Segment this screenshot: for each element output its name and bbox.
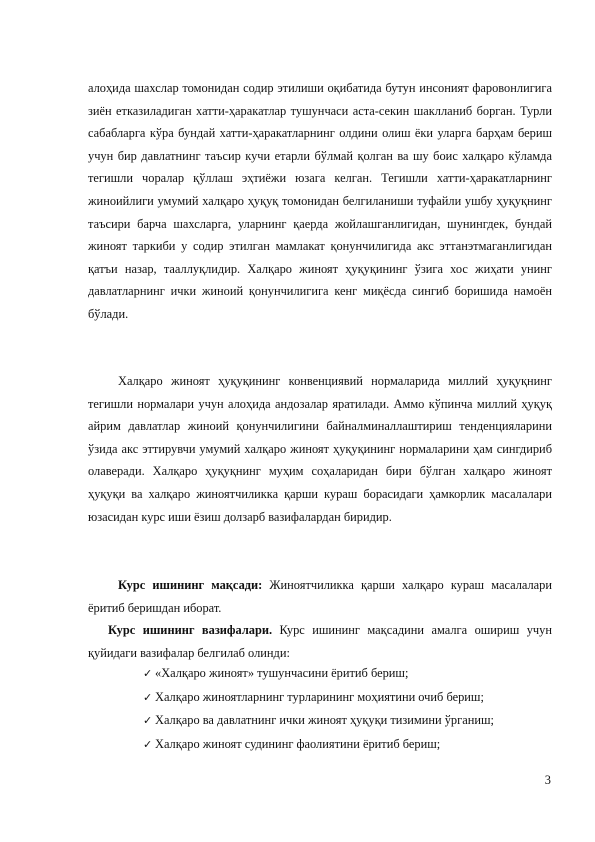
- task-list: [143, 662, 494, 756]
- paragraph-tasks: [88, 619, 552, 664]
- task-text: «Халқаро жиноят» тушунчасини ёритиб бериш;: [155, 666, 409, 680]
- paragraph-purpose: [88, 574, 552, 619]
- check-icon: ✓: [143, 738, 153, 751]
- purpose-text: Жиноятчиликка қарши халқаро кураш масалалари ёритиб беришдан иборат.: [88, 578, 553, 615]
- check-icon: ✓: [143, 715, 153, 728]
- task-text: Халқаро ва давлатнинг ички жиноят ҳуқуқи тизимини ўрганиш;: [155, 713, 494, 728]
- page-number: 3: [544, 773, 551, 787]
- paragraph-intro: алоҳида шахслар томонидан содир этилиши оқибатида бутун инсоният фаровонлигига зиён етказиладиган хатти-ҳаракатлар тушунчаси аста-секин шаклланиб борган. Турли сабабларга кўра бундай хатти-ҳаракатларнинг олдини олиш ёки уларга барҳам бериш учун бир давлатнинг таъсир кучи етарли бўлмай қолган ва шу боис халқаро кўламда тегишли чоралар қўллаш эҳтиёжи юзага келган. Тегишли хатти-ҳаракатларнинг жиноийлиги умумий халқаро ҳуқуқ томонидан белгиланиши туфайли ушбу ҳуқуқнинг таъсири барча шахсларга, уларнинг қаерда жойлашганлигидан, шунингдек, бундай жиноят таркиби у содир этилган мамлакат қонунчилигида акс эттанэтмаганлигидан қатъи назар, тааллуқлидир. Халқаро жиноят ҳуқуқининг ўзига хос жиҳати унинг давлатларнинг ички жиноий қонунчилигига кенг миқёсда сингиб боришида намоён бўлади.: [88, 81, 552, 321]
- list-item: [143, 662, 494, 686]
- list-item: [143, 733, 494, 757]
- list-item: [143, 709, 494, 733]
- purpose-heading: Курс ишининг мақсади:: [118, 578, 263, 592]
- tasks-heading: Курс ишининг вазифалари.: [108, 623, 273, 637]
- tasks-text: Курс ишининг мақсадини амалга ошириш учун қуйидаги вазифалар белгилаб олинди:: [88, 623, 552, 660]
- task-text: Халқаро жиноятларнинг турларининг моҳиятини очиб бериш;: [155, 689, 484, 704]
- list-item: [143, 686, 494, 710]
- check-icon: ✓: [143, 691, 153, 704]
- task-text: Халқаро жиноят судининг фаолиятини ёритиб бериш;: [155, 736, 441, 751]
- check-icon: ✓: [143, 668, 153, 680]
- paragraph-conventions: Халқаро жиноят ҳуқуқининг конвенциявий нормаларида миллий ҳуқуқнинг тегишли нормалари учун алоҳида андозалар яратилади. Аммо кўпинча миллий ҳуқуқ айрим давлатлар жиноий қонунчилигини байналминаллаштириш тенденцияларини ўзида акс эттирувчи умумий халқаро жиноят ҳуқуқининг нормаларини ҳам сингдириб олаверади. Халқаро ҳуқуқнинг муҳим соҳаларидан бири бўлган халқаро жиноят ҳуқуқи ва халқаро жиноятчиликка қарши кураш борасидаги ҳамкорлик масалалари юзасидан курс иши ёзиш долзарб вазифалардан биридир.: [88, 374, 552, 524]
